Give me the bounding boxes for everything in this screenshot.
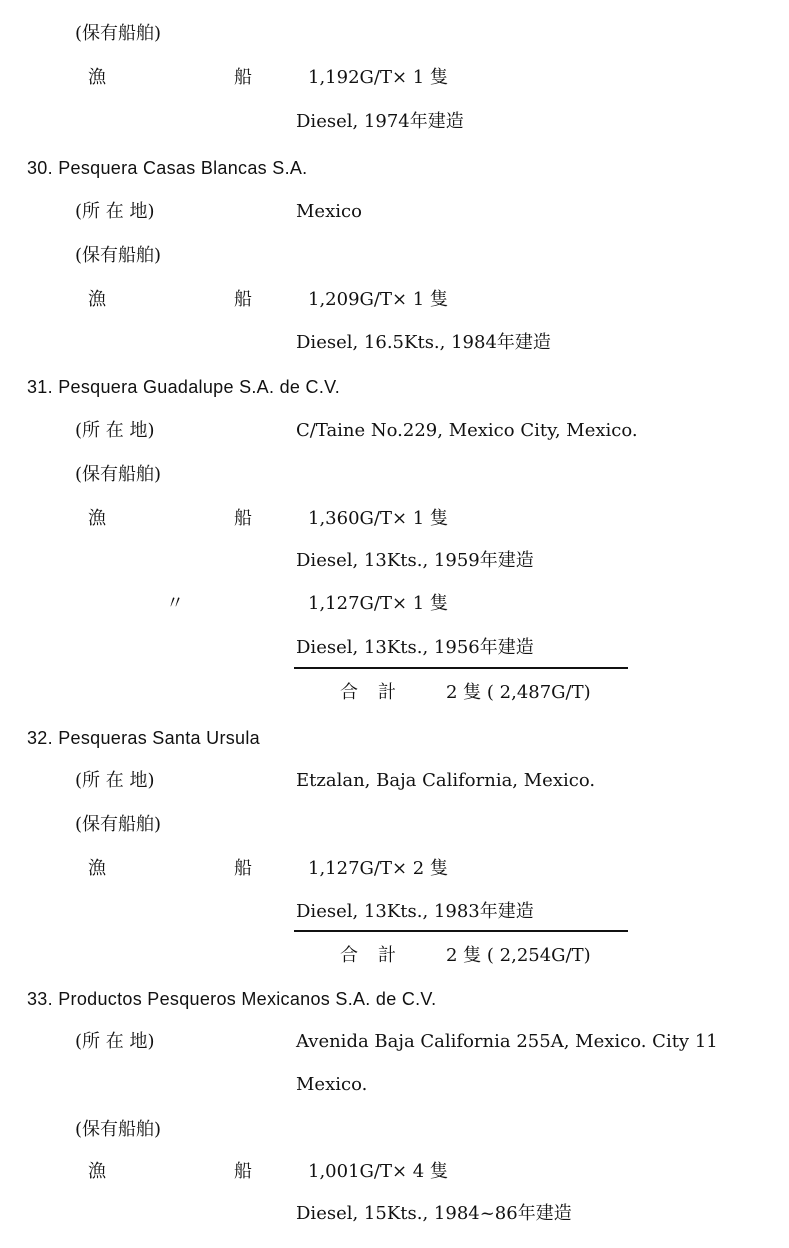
- total-divider: [294, 667, 628, 669]
- entry-heading-31: [27, 375, 340, 399]
- entry-number: 33.: [27, 989, 53, 1009]
- fishing-vessel-label-right: 船: [234, 858, 252, 879]
- vessel-tonnage: 1,001G/T× 4 隻: [308, 1161, 448, 1182]
- location-label: (所 在 地): [75, 420, 155, 441]
- total-value: 2 隻 ( 2,254G/T): [446, 945, 591, 966]
- vessel-tonnage: 1,127G/T× 1 隻: [308, 593, 448, 614]
- owned-vessels-label: (保有船舶): [75, 245, 162, 266]
- vessel-details: Diesel, 16.5Kts., 1984年建造: [296, 332, 551, 353]
- fishing-vessel-label-right: 船: [234, 1161, 252, 1182]
- location-label: (所 在 地): [75, 770, 155, 791]
- fishing-vessel-label-right: 船: [234, 67, 252, 88]
- vessel-tonnage: 1,192G/T× 1 隻: [308, 67, 448, 88]
- entry-company-name: Pesqueras Santa Ursula: [58, 728, 260, 748]
- entry-company-name: Pesquera Casas Blancas S.A.: [58, 158, 308, 178]
- entry-company-name: Productos Pesqueros Mexicanos S.A. de C.V.: [58, 989, 437, 1009]
- entry-number: 30.: [27, 158, 53, 178]
- location-value-line1: Avenida Baja California 255A, Mexico. City 11: [296, 1031, 718, 1052]
- owned-vessels-label: (保有船舶): [75, 23, 162, 44]
- vessel-details: Diesel, 15Kts., 1984~86年建造: [296, 1203, 572, 1224]
- vessel-tonnage: 1,360G/T× 1 隻: [308, 508, 448, 529]
- location-value: Etzalan, Baja California, Mexico.: [296, 770, 596, 791]
- vessel-details: Diesel, 13Kts., 1959年建造: [296, 550, 534, 571]
- entry-heading-33: [27, 987, 436, 1011]
- entry-number: 32.: [27, 728, 53, 748]
- fishing-vessel-label-left: 漁: [88, 1161, 106, 1182]
- entry-company-name: Pesquera Guadalupe S.A. de C.V.: [58, 377, 341, 397]
- fishing-vessel-label-left: 漁: [88, 67, 106, 88]
- vessel-tonnage: 1,127G/T× 2 隻: [308, 858, 448, 879]
- location-value: C/Taine No.229, Mexico City, Mexico.: [296, 420, 638, 441]
- entry-heading-32: [27, 726, 260, 750]
- fishing-vessel-label-left: 漁: [88, 508, 106, 529]
- fishing-vessel-label-right: 船: [234, 508, 252, 529]
- total-label-left: 合: [340, 682, 358, 703]
- location-value-line2: Mexico.: [296, 1074, 368, 1095]
- owned-vessels-label: (保有船舶): [75, 1119, 162, 1140]
- location-value: Mexico: [296, 201, 362, 222]
- entry-heading-30: [27, 156, 307, 180]
- fishing-vessel-label-right: 船: [234, 289, 252, 310]
- total-divider: [294, 930, 628, 932]
- vessel-details: Diesel, 13Kts., 1956年建造: [296, 637, 534, 658]
- owned-vessels-label: (保有船舶): [75, 464, 162, 485]
- total-label-right: 計: [378, 682, 396, 703]
- fishing-vessel-label-left: 漁: [88, 289, 106, 310]
- vessel-details: Diesel, 13Kts., 1983年建造: [296, 901, 534, 922]
- location-label: (所 在 地): [75, 1031, 155, 1052]
- fishing-vessel-label-left: 漁: [88, 858, 106, 879]
- ditto-mark: 〃: [166, 593, 184, 614]
- vessel-tonnage: 1,209G/T× 1 隻: [308, 289, 448, 310]
- entry-number: 31.: [27, 377, 53, 397]
- owned-vessels-label: (保有船舶): [75, 814, 162, 835]
- total-label-right: 計: [378, 945, 396, 966]
- total-value: 2 隻 ( 2,487G/T): [446, 682, 591, 703]
- vessel-details: Diesel, 1974年建造: [296, 111, 464, 132]
- location-label: (所 在 地): [75, 201, 155, 222]
- total-label-left: 合: [340, 945, 358, 966]
